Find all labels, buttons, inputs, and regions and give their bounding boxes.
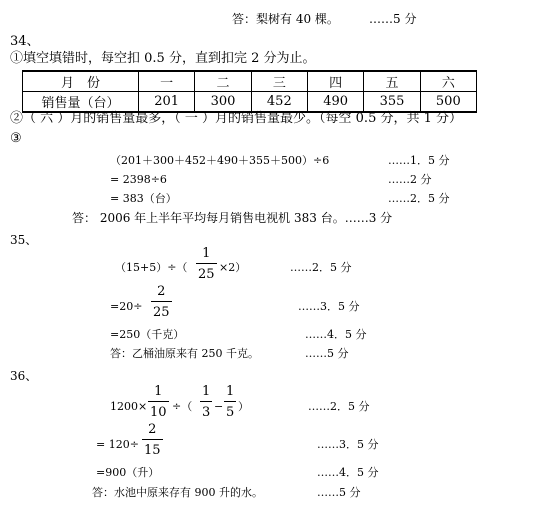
fraction-denominator: 15 <box>144 443 161 458</box>
q35-number: 35、 <box>10 233 38 247</box>
fraction-denominator: 25 <box>198 267 215 282</box>
fraction-bar <box>151 301 172 302</box>
fraction-numerator: 2 <box>157 284 166 299</box>
fraction-denominator: 10 <box>150 405 167 420</box>
q34-step3-score: ……2．5 分 <box>388 192 450 205</box>
sales-table <box>22 70 477 113</box>
fraction <box>200 385 212 419</box>
fraction <box>151 285 172 319</box>
q34-step1: （201＋300＋452＋490＋355＋500）÷6 <box>110 154 330 167</box>
table-row <box>23 92 477 113</box>
q36-answer-score: ……5 分 <box>317 486 361 499</box>
fraction-denominator: 25 <box>153 305 170 320</box>
q36-step1-right: ） <box>238 400 249 413</box>
table-header-row <box>23 71 477 92</box>
q36-step2-score: ……3．5 分 <box>317 438 379 451</box>
fraction-numerator: 1 <box>154 384 163 399</box>
fraction-numerator: 2 <box>148 422 157 437</box>
sales-cell: 490 <box>307 92 363 113</box>
q35-step3-score: ……4．5 分 <box>305 328 367 341</box>
fraction <box>196 247 217 281</box>
fraction-bar <box>200 401 212 402</box>
q34-part1: ①填空填错时，每空扣 0.5 分，直到扣完 2 分为止。 <box>10 51 316 66</box>
q34-step2-score: ……2 分 <box>388 173 432 186</box>
month-header: 月 份 <box>23 71 139 92</box>
fraction <box>224 385 236 419</box>
fraction-bar <box>142 439 163 440</box>
q36-step1-minus: − <box>214 400 224 413</box>
q34-step1-score: ……1．5 分 <box>388 154 450 167</box>
q35-step1-left: （15+5）÷（ <box>115 261 188 274</box>
sales-cell: 452 <box>251 92 307 113</box>
fraction-bar <box>224 401 236 402</box>
q34-number: 34、 <box>10 34 40 49</box>
q36-step1-score: ……2．5 分 <box>308 400 370 413</box>
q36-answer: 答：水池中原来存有 900 升的水。 <box>92 486 263 499</box>
fraction-numerator: 1 <box>226 384 235 399</box>
q35-step2-left: =20÷ <box>110 300 143 313</box>
month-cell: 三 <box>251 71 307 92</box>
month-cell: 二 <box>195 71 251 92</box>
month-cell: 一 <box>139 71 195 92</box>
q33-answer: 答：梨树有 40 棵。 <box>232 12 339 26</box>
sales-cell: 355 <box>364 92 420 113</box>
q36-number: 36、 <box>10 369 38 383</box>
sales-cell: 300 <box>195 92 251 113</box>
q34-step3: = 383（台） <box>110 192 177 205</box>
q35-step2-score: ……3．5 分 <box>298 300 360 313</box>
sales-cell: 201 <box>139 92 195 113</box>
q34-part3: ③ <box>10 131 22 146</box>
q33-score: ……5 分 <box>369 12 417 26</box>
q36-step3-score: ……4．5 分 <box>317 466 379 479</box>
q35-answer-score: ……5 分 <box>305 347 349 360</box>
q35-answer: 答：乙桶油原来有 250 千克。 <box>110 347 259 360</box>
sales-cell: 500 <box>420 92 476 113</box>
q34-answer: 答： 2006 年上半年平均每月销售电视机 383 台。……3 分 <box>72 211 393 225</box>
month-cell: 五 <box>364 71 420 92</box>
q35-step3: =250（千克） <box>110 328 185 341</box>
q34-part2: ②（ 六 ）月的销售量最多，（ 一 ）月的销售量最少。（每空 0.5 分，共 1 分） <box>10 111 463 126</box>
fraction-numerator: 1 <box>202 384 211 399</box>
fraction <box>148 385 169 419</box>
q35-step1-score: ……2．5 分 <box>290 261 352 274</box>
fraction-bar <box>196 263 217 264</box>
month-cell: 六 <box>420 71 476 92</box>
fraction <box>142 423 163 457</box>
fraction-denominator: 3 <box>202 405 211 420</box>
q36-step1-mid: ÷（ <box>172 400 193 413</box>
fraction-denominator: 5 <box>226 405 235 420</box>
sales-header: 销售量（台） <box>23 92 139 113</box>
q36-step2-left: = 120÷ <box>96 438 139 451</box>
q35-step1-right: ×2） <box>219 261 247 274</box>
q34-step2: = 2398÷6 <box>110 173 167 186</box>
q36-step1-left: 1200× <box>110 400 148 413</box>
fraction-numerator: 1 <box>202 246 211 261</box>
q36-step3: =900（升） <box>96 466 160 479</box>
month-cell: 四 <box>307 71 363 92</box>
fraction-bar <box>148 401 169 402</box>
